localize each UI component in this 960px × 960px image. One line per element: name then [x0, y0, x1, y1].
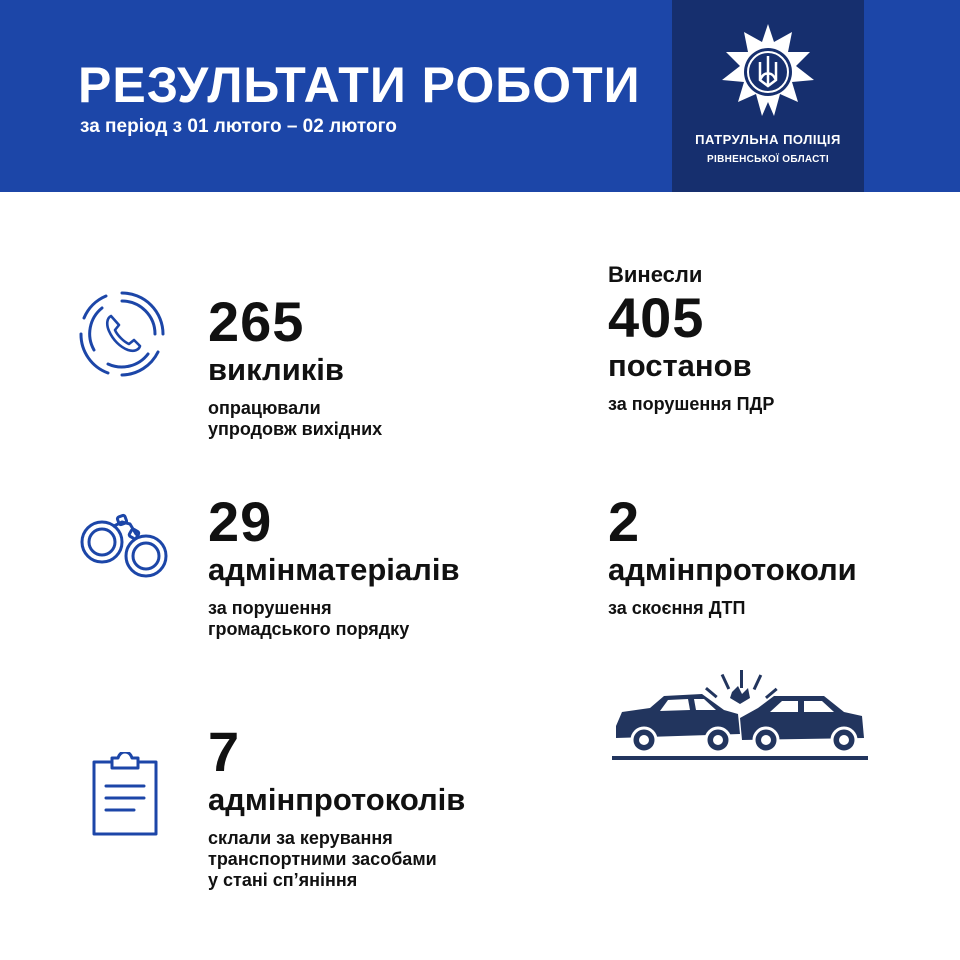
calls-desc-line1: опрацювали [208, 398, 321, 418]
admin-protocols-dtp-number: 2 [608, 490, 641, 553]
admin-protocols-drunk-desc-line3: у стані сп’яніння [208, 870, 358, 890]
admin-protocols-dtp-desc-line1: за скоєння ДТП [608, 598, 746, 618]
page-title: РЕЗУЛЬТАТИ РОБОТИ [78, 57, 641, 113]
admin-materials-desc-line2: громадського порядку [208, 619, 410, 639]
admin-protocols-drunk-unit: адмінпротоколів [208, 782, 466, 817]
stat-admin-materials [208, 492, 460, 640]
stat-rulings [608, 262, 774, 415]
admin-protocols-drunk-description [208, 828, 465, 891]
badge-title: ПАТРУЛЬНА ПОЛІЦІЯ [695, 132, 841, 147]
rulings-unit: постанов [608, 348, 752, 383]
rulings-prefix: Винесли [608, 262, 703, 287]
page-subtitle: за період з 01 лютого – 02 лютого [80, 116, 397, 137]
calls-unit: викликів [208, 352, 344, 387]
calls-number: 265 [208, 290, 305, 353]
calls-desc-line2: упродовж вихідних [208, 419, 383, 439]
admin-materials-unit: адмінматеріалів [208, 552, 460, 587]
admin-materials-desc-line1: за порушення [208, 598, 332, 618]
admin-protocols-drunk-desc-line1: склали за керування [208, 828, 393, 848]
admin-protocols-drunk-number: 7 [208, 720, 241, 783]
admin-protocols-dtp-description [608, 598, 857, 619]
handcuffs-icon [78, 512, 170, 584]
police-badge [672, 0, 864, 192]
badge-region: РІВНЕНСЬКОЇ ОБЛАСТІ [707, 154, 829, 165]
stat-calls [208, 292, 382, 440]
phone-icon [78, 290, 166, 378]
admin-materials-number: 29 [208, 490, 273, 553]
calls-description [208, 398, 382, 440]
rulings-desc-line1: за порушення ПДР [608, 394, 775, 414]
admin-materials-description [208, 598, 460, 640]
header-banner [0, 0, 960, 192]
car-crash-icon [612, 668, 868, 764]
clipboard-icon [90, 752, 160, 838]
stat-admin-protocols-drunk [208, 722, 465, 891]
stat-admin-protocols-dtp [608, 492, 857, 619]
police-star-icon [718, 22, 818, 122]
admin-protocols-dtp-unit: адмінпротоколи [608, 552, 857, 587]
admin-protocols-drunk-desc-line2: транспортними засобами [208, 849, 437, 869]
rulings-number: 405 [608, 286, 705, 349]
rulings-description [608, 394, 774, 415]
